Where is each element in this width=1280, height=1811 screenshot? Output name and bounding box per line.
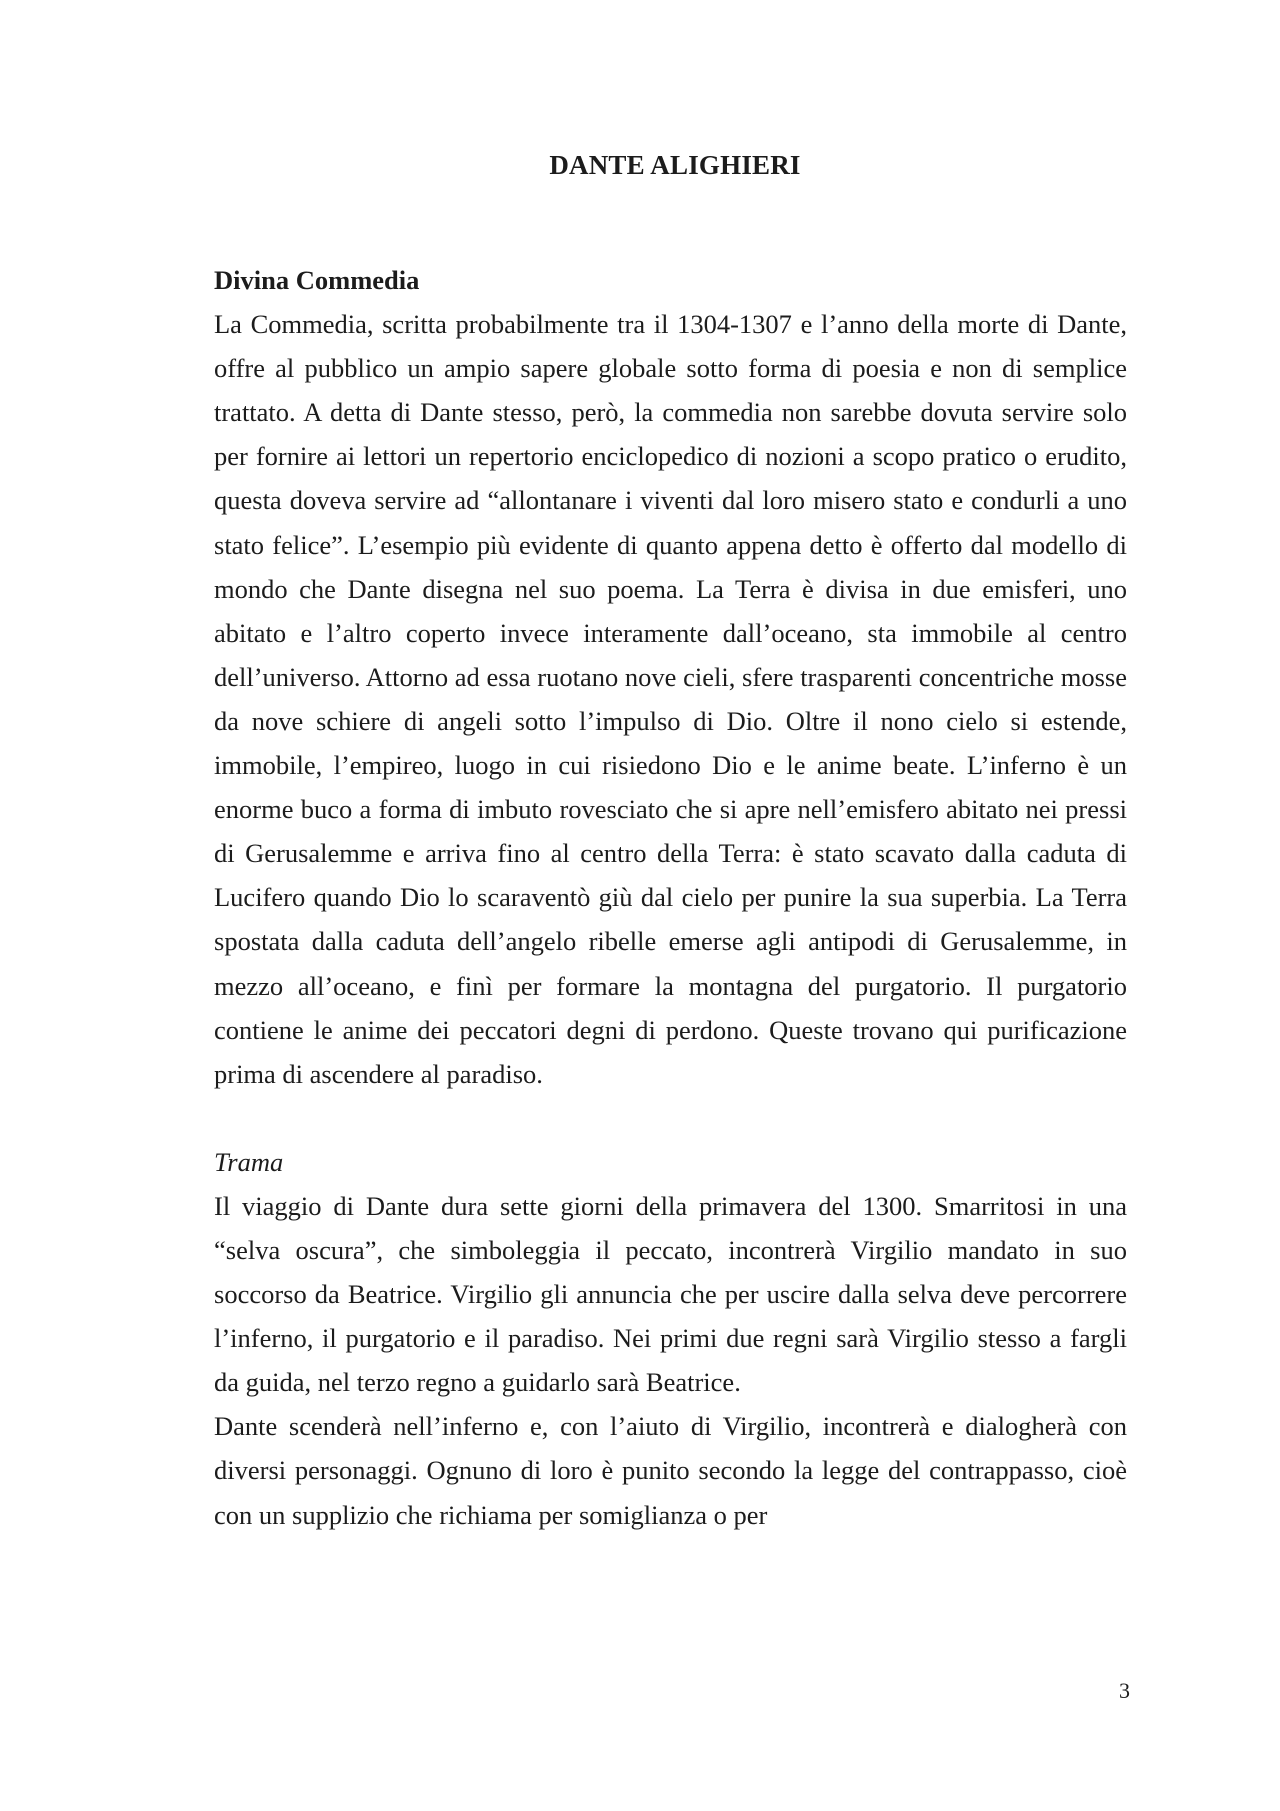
paragraph-trama-2: Dante scenderà nell’inferno e, con l’aiuto di Virgilio, incontrerà e dialogherà con diversi personaggi. Ognuno di loro è punito secondo la legge del contrappasso, cioè con un supplizio che richiama per somiglianza o per [214,1411,1127,1530]
section-heading-divina-commedia: Divina Commedia [214,265,420,295]
section-spacer [214,1096,1127,1140]
page-number: 3 [1119,1678,1130,1703]
page-title: DANTE ALIGHIERI [549,150,801,180]
document-body [214,258,1127,1537]
paragraph-divina-commedia: La Commedia, scritta probabilmente tra il 1304-1307 e l’anno della morte di Dante, offre al pubblico un ampio sapere globale sotto forma di poesia e non di semplice trattato. A detta di Dante stesso, però, la commedia non sarebbe dovuta servire solo per fornire ai lettori un repertorio enciclopedico di nozioni a scopo pratico o erudito, questa doveva servire ad “allontanare i viventi dal loro misero stato e condurli a uno stato felice”. L’esempio più evidente di quanto appena detto è offerto dal modello di mondo che Dante disegna nel suo poema. La Terra è divisa in due emisferi, uno abitato e l’altro coperto invece interamente dall’oceano, sta immobile al centro dell’universo. Attorno ad essa ruotano nove cieli, sfere trasparenti concentriche mosse da nove schiere di angeli sotto l’impulso di Dio. Oltre il nono cielo si estende, immobile, l’empireo, luogo in cui risiedono Dio e le anime beate. L’inferno è un enorme buco a forma di imbuto rovesciato che si apre nell’emisfero abitato nei pressi di Gerusalemme e arriva fino al centro della Terra: è stato scavato dalla caduta di Lucifero quando Dio lo scaraventò giù dal cielo per punire la sua superbia. La Terra spostata dalla caduta dell’angelo ribelle emerse agli antipodi di Gerusalemme, in mezzo all’oceano, e finì per formare la montagna del purgatorio. Il purgatorio contiene le anime dei peccatori degni di perdono. Queste trovano qui purificazione prima di ascendere al paradiso. [214,309,1127,1089]
section-heading-trama: Trama [214,1146,284,1177]
paragraph-trama-1: Il viaggio di Dante dura sette giorni della primavera del 1300. Smarritosi in una “selva oscura”, che simboleggia il peccato, incontrerà Virgilio mandato in suo soccorso da Beatrice. Virgilio gli annuncia che per uscire dalla selva deve percorrere l’inferno, il purgatorio e il paradiso. Nei primi due regni sarà Virgilio stesso a fargli da guida, nel terzo regno a guidarlo sarà Beatrice. [214,1190,1127,1398]
